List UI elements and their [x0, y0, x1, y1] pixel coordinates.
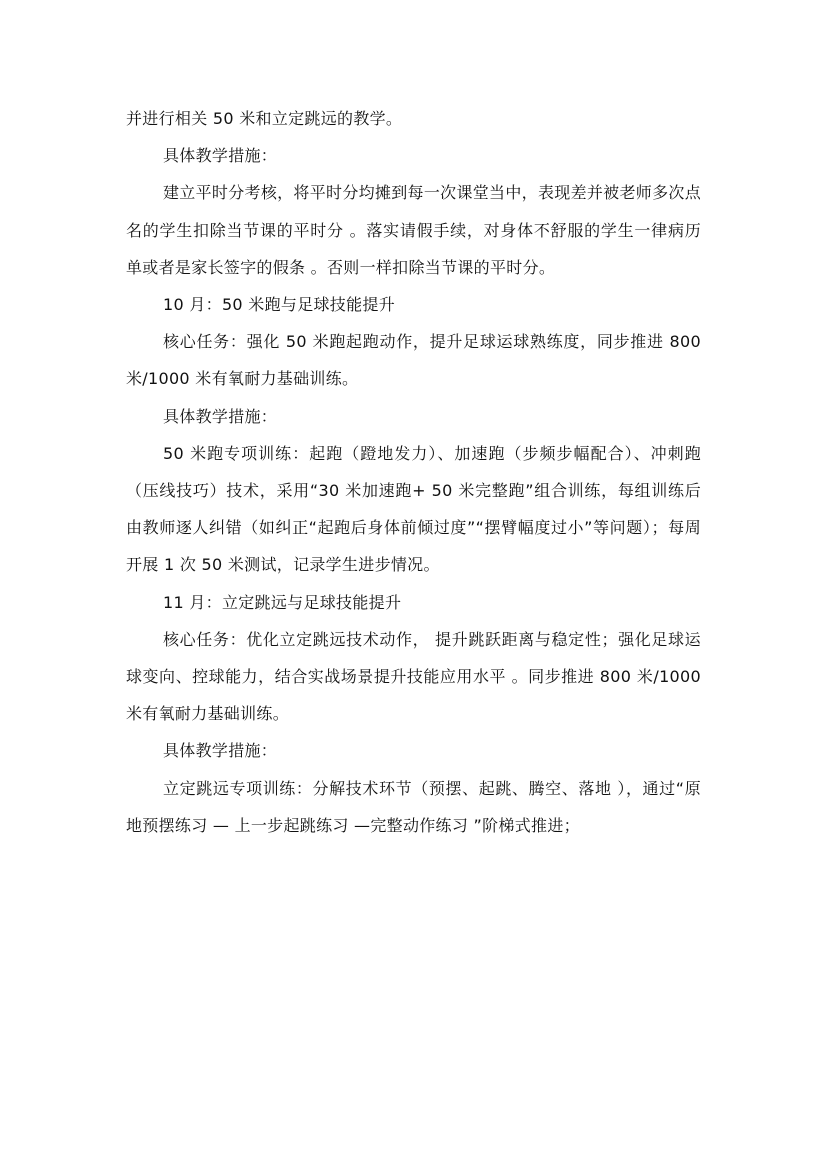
- paragraph-measures-heading: 具体教学措施：: [163, 406, 278, 426]
- paragraph-october-heading: 10 月：50 米跑与足球技能提升: [163, 295, 395, 315]
- paragraph-october-core-task: 核心任务：强化 50 米跑起跑动作，提升足球运球熟练度，同步推进 800 米/1000 米有氧耐力基础训练。: [126, 332, 701, 389]
- paragraph-november-heading: 11 月：立定跳远与足球技能提升: [163, 592, 402, 612]
- paragraph-measures-heading: 具体教学措施：: [163, 146, 278, 166]
- paragraph-grading-policy: 建立平时分考核，将平时分均摊到每一次课堂当中，表现差并被老师多次点名的学生扣除当节课的平时分 。落实请假手续，对身体不舒服的学生一律病历单或者是家长签字的假条 。否则一样扣除当节课的平时分。: [126, 183, 701, 277]
- paragraph-long-jump-training: 立定跳远专项训练：分解技术环节（预摆、起跳、腾空、落地 ），通过“原地预摆练习 — 上一步起跳练习 —完整动作练习 ”阶梯式推进；: [126, 778, 701, 835]
- paragraph-november-core-task: 核心任务：优化立定跳远技术动作， 提升跳跃距离与稳定性；强化足球运球变向、控球能力，结合实战场景提升技能应用水平 。同步推进 800 米/1000 米有氧耐力基础训练。: [126, 629, 701, 724]
- paragraph-measures-heading: 具体教学措施：: [163, 741, 278, 761]
- paragraph-sprint-training: 50 米跑专项训练：起跑（蹬地发力）、加速跑（步频步幅配合）、冲刺跑（压线技巧）技术，采用“30 米加速跑+ 50 米完整跑”组合训练，每组训练后由教师逐人纠错（如纠正“起跑后身体前倾过度”“摆臂幅度过小”等问题）；每周开展 1 次 50 米测试，记录学生进步情况。: [126, 443, 701, 575]
- paragraph-intro-continuation: 并进行相关 50 米和立定跳远的教学。: [126, 109, 403, 128]
